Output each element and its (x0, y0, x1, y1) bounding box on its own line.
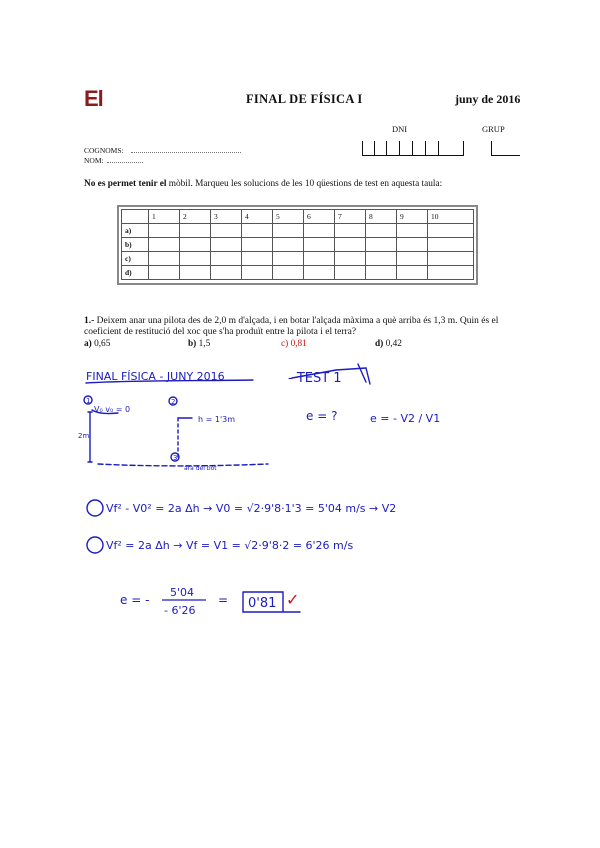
instructions-rest: mòbil. Marqueu les solucions de les 10 qüestions de test en aquesta taula: (166, 179, 443, 189)
answer-cell[interactable] (149, 224, 180, 238)
answer-cell[interactable] (273, 252, 304, 266)
col-header: 6 (304, 210, 335, 224)
equation-2: Vf² = 2a Δh → Vf = V1 = √2·9'8·2 = 6'26 m/s (106, 539, 354, 552)
answer-cell[interactable] (211, 266, 242, 280)
option-a (84, 339, 110, 349)
answer-cell[interactable] (428, 238, 474, 252)
option-c-value: 0,81 (290, 339, 307, 349)
handwritten-solution (78, 360, 538, 620)
answer-row (122, 238, 474, 252)
dni-label: DNI (392, 124, 408, 134)
grup-field[interactable] (491, 141, 520, 156)
nom-field[interactable] (107, 162, 143, 163)
instructions-bold: No es permet tenir el (84, 179, 167, 189)
point-1-circle (87, 537, 103, 553)
option-b-value: 1,5 (198, 339, 211, 349)
answer-cell[interactable] (180, 224, 211, 238)
answer-cell[interactable] (304, 252, 335, 266)
answer-row (122, 252, 474, 266)
cognoms-label: COGNOMS: (84, 146, 124, 155)
answer-cell[interactable] (397, 266, 428, 280)
answer-cell[interactable] (149, 252, 180, 266)
dni-field[interactable] (362, 141, 464, 156)
answer-cell[interactable] (304, 224, 335, 238)
answer-cell[interactable] (304, 266, 335, 280)
col-header: 8 (366, 210, 397, 224)
answer-cell[interactable] (273, 224, 304, 238)
answer-cell[interactable] (366, 224, 397, 238)
answer-cell[interactable] (211, 238, 242, 252)
option-d-label: d) (375, 339, 384, 349)
point-3-label: 3 (173, 454, 178, 462)
e-definition: e = - V2 / V1 (370, 412, 441, 425)
answer-cell[interactable] (366, 266, 397, 280)
row-label: b) (122, 238, 149, 252)
col-header: 9 (397, 210, 428, 224)
col-header: 1 (149, 210, 180, 224)
corner-cell (122, 210, 149, 224)
ground-line (98, 464, 268, 466)
col-header: 4 (242, 210, 273, 224)
ground-label: ara del bot (184, 465, 217, 472)
check-mark-icon: ✓ (286, 590, 300, 609)
row-label: c) (122, 252, 149, 266)
result-numerator: 5'04 (170, 586, 195, 599)
answer-cell[interactable] (428, 224, 474, 238)
answer-cell[interactable] (242, 224, 273, 238)
exam-title: FINAL DE FÍSICA I (246, 92, 363, 106)
row-label: d) (122, 266, 149, 280)
row-label: a) (122, 224, 149, 238)
answer-cell[interactable] (273, 266, 304, 280)
answer-cell[interactable] (428, 252, 474, 266)
answer-cell[interactable] (180, 252, 211, 266)
answer-cell[interactable] (242, 266, 273, 280)
question-1-number: 1.- (84, 316, 95, 326)
option-a-label: a) (84, 339, 92, 349)
col-header: 3 (211, 210, 242, 224)
answer-cell[interactable] (397, 238, 428, 252)
answer-table (117, 205, 478, 285)
heading-text: FINAL FÍSICA - JUNY 2016 (86, 370, 225, 383)
answer-cell[interactable] (366, 238, 397, 252)
e-unknown: e = ? (306, 409, 338, 423)
answer-cell[interactable] (335, 238, 366, 252)
answer-row (122, 224, 474, 238)
answer-cell[interactable] (397, 252, 428, 266)
answer-row (122, 266, 474, 280)
result-lhs: e = - (120, 593, 150, 607)
answer-cell[interactable] (180, 266, 211, 280)
answer-cell[interactable] (242, 252, 273, 266)
point-2-circle (87, 500, 103, 516)
answer-cell[interactable] (397, 224, 428, 238)
cognoms-field[interactable] (131, 152, 241, 153)
answer-cell[interactable] (211, 252, 242, 266)
blank-patch (368, 565, 434, 613)
question-1-text: Deixem anar una pilota des de 2,0 m d'alçada, i en botar l'alçada màxima a què arriba és 1,3 m. Quin és el coeficient de restitució del xoc que s'ha produït entre la pilota i el terra? (84, 316, 499, 337)
grup-label: GRUP (482, 124, 505, 134)
result-denominator: - 6'26 (164, 604, 196, 617)
answer-cell[interactable] (149, 238, 180, 252)
col-header: 2 (180, 210, 211, 224)
point-2-label: 2 (171, 398, 176, 406)
col-header: 5 (273, 210, 304, 224)
option-a-value: 0,65 (94, 339, 111, 349)
option-b (188, 339, 210, 349)
answer-table-header (122, 210, 474, 224)
col-header: 10 (428, 210, 474, 224)
equation-1: Vf² - V0² = 2a Δh → V0 = √2·9'8·1'3 = 5'04 m/s → V2 (106, 502, 397, 515)
answer-cell[interactable] (335, 224, 366, 238)
option-b-label: b) (188, 339, 197, 349)
nom-label: NOM: (84, 156, 104, 165)
answer-cell[interactable] (304, 238, 335, 252)
answer-cell[interactable] (180, 238, 211, 252)
school-logo: El (84, 86, 103, 111)
instructions (84, 179, 442, 189)
option-c (281, 339, 307, 349)
answer-cell[interactable] (211, 224, 242, 238)
option-c-label: c) (281, 339, 289, 349)
answer-cell[interactable] (366, 252, 397, 266)
option-d (375, 339, 402, 349)
answer-cell[interactable] (335, 252, 366, 266)
exam-date: juny de 2016 (455, 92, 521, 106)
height-2m-label: 2m (78, 432, 90, 440)
answer-cell[interactable] (242, 238, 273, 252)
answer-cell[interactable] (335, 266, 366, 280)
result-equals: = (218, 593, 229, 607)
point-1-label: 1 (86, 397, 91, 405)
option-d-value: 0,42 (385, 339, 402, 349)
test-tag: - TEST 1 (288, 371, 342, 386)
answer-cell[interactable] (428, 266, 474, 280)
answer-cell[interactable] (273, 238, 304, 252)
v0-label: V₀ v₀ = 0 (94, 405, 131, 414)
answer-cell[interactable] (149, 266, 180, 280)
question-1 (84, 316, 534, 338)
height-13m-label: h = 1'3m (198, 415, 236, 424)
col-header: 7 (335, 210, 366, 224)
result-value: 0'81 (248, 596, 277, 611)
